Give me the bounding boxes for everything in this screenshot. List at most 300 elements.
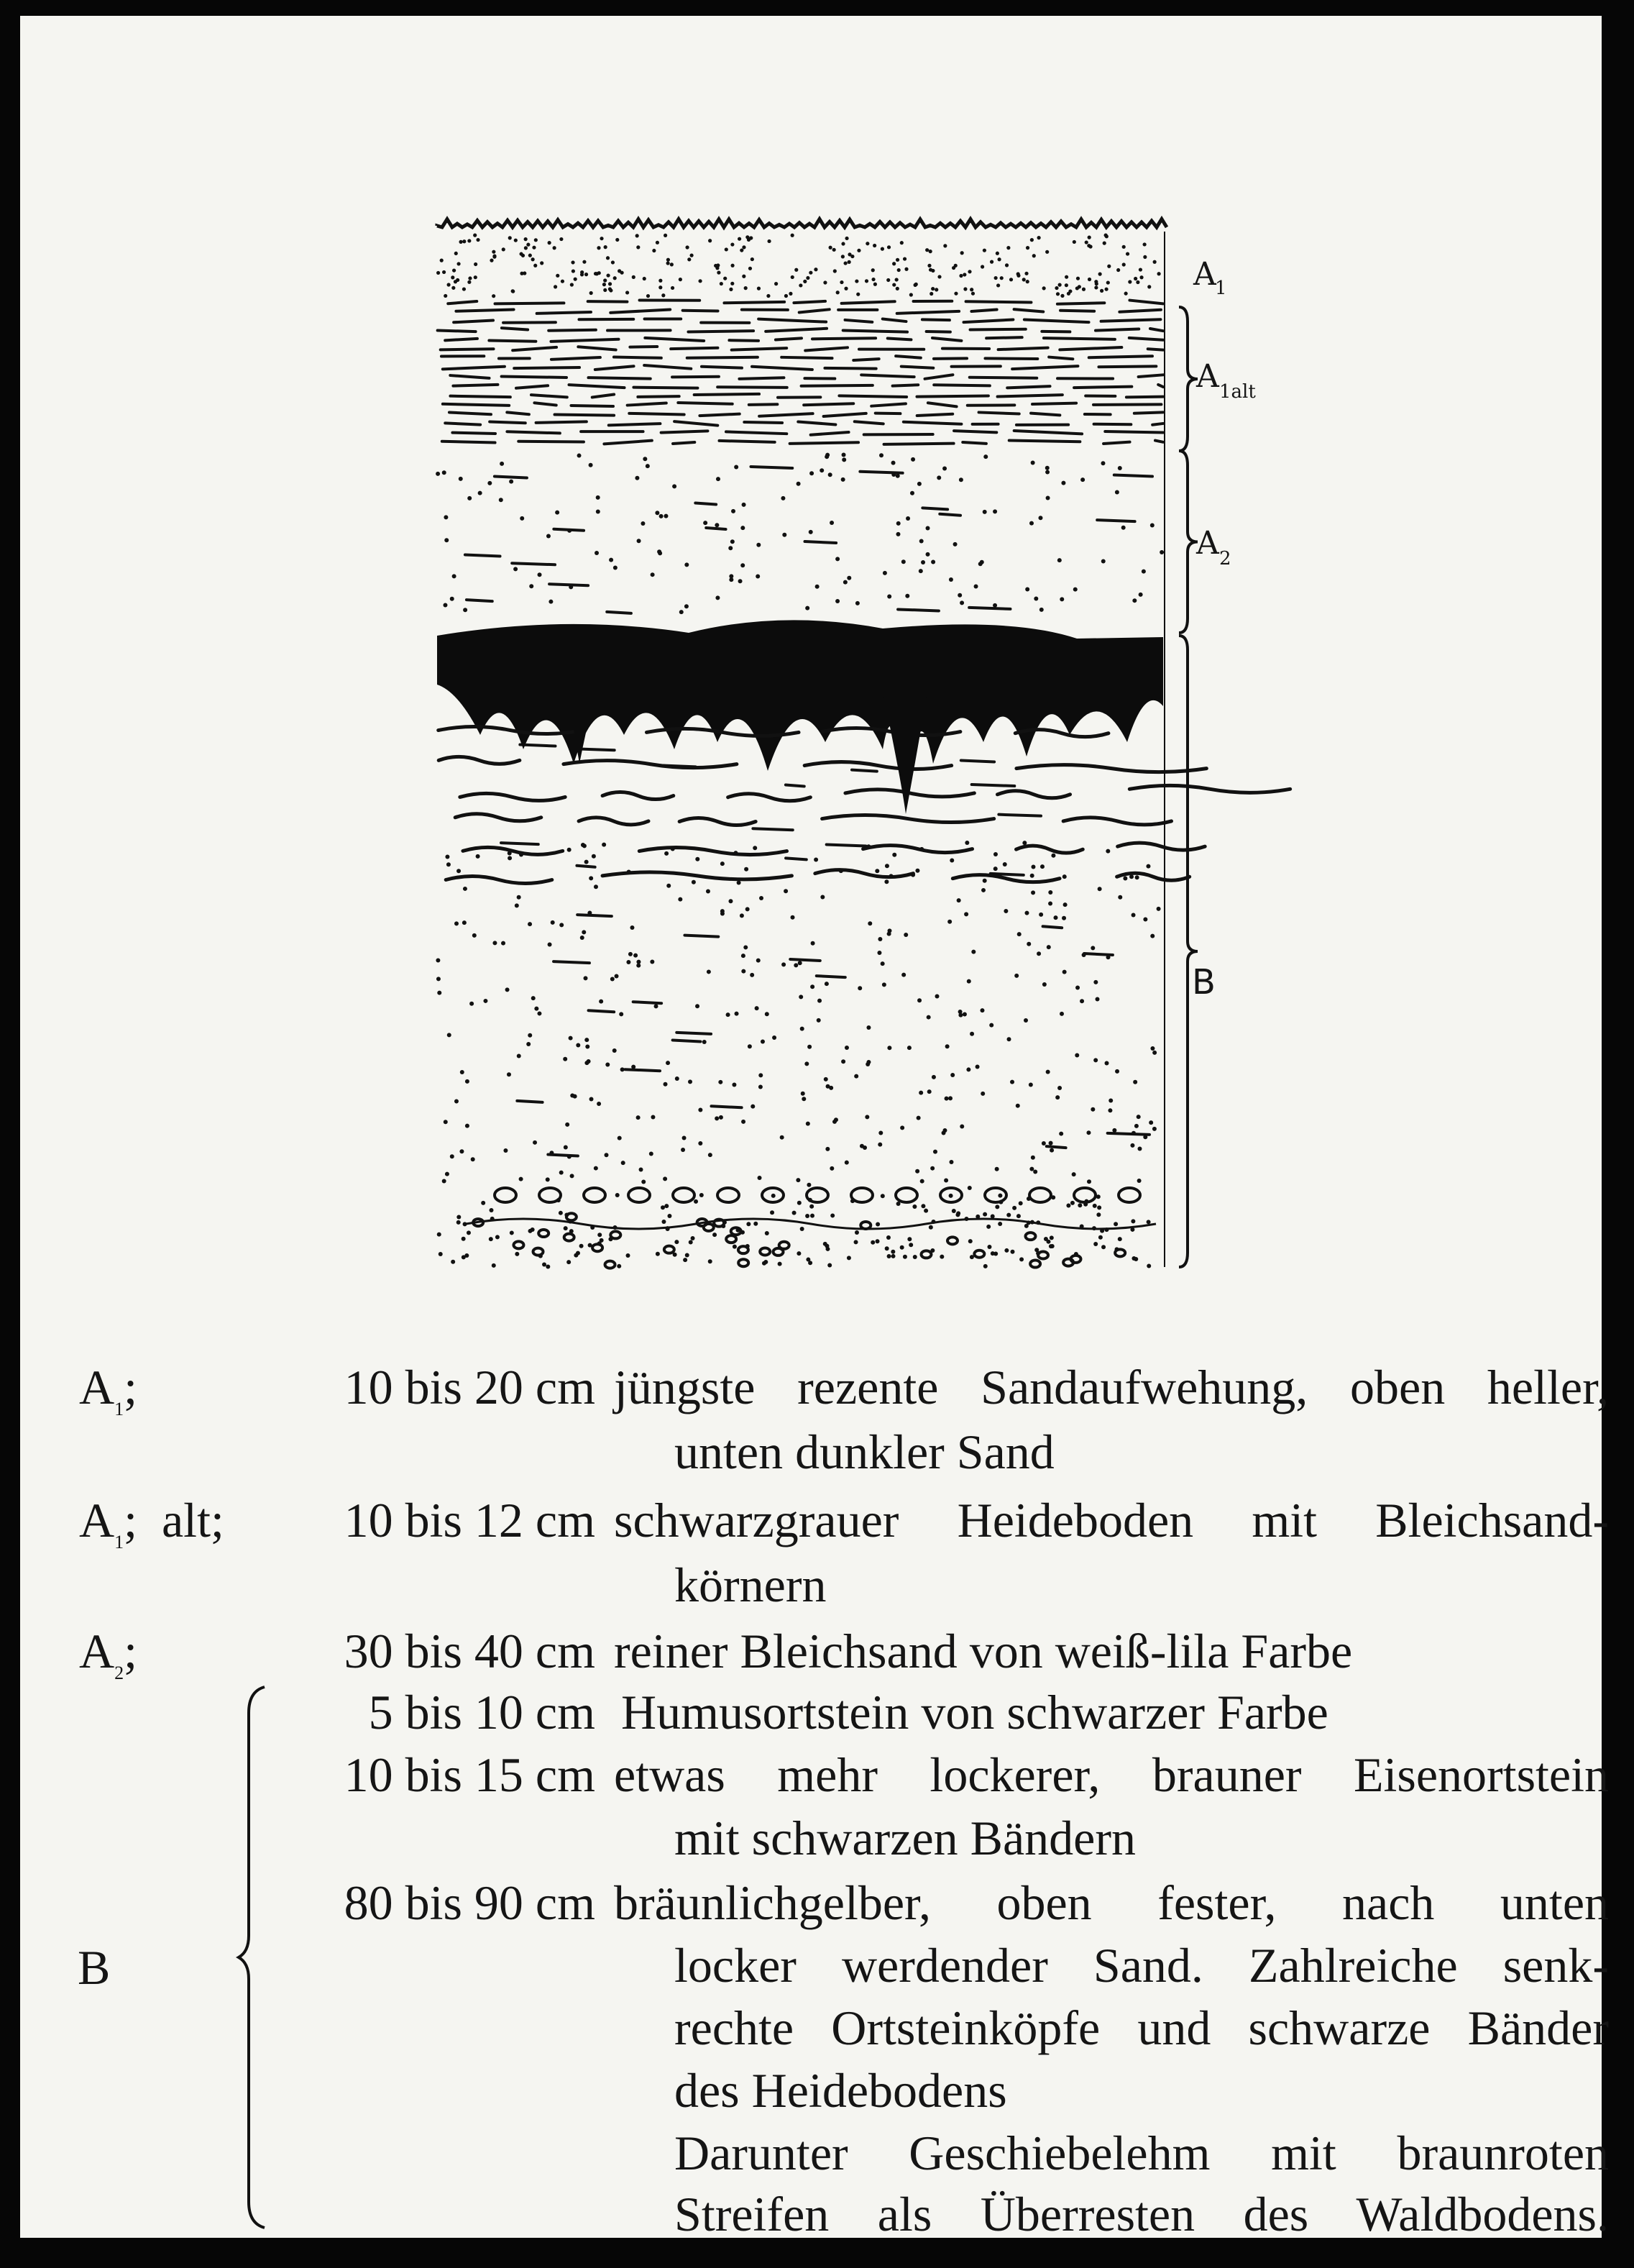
sand-dot: [841, 242, 845, 245]
sand-dot: [520, 516, 524, 521]
humus-dash: [963, 319, 1013, 322]
sand-dot: [959, 274, 963, 278]
sand-dot: [1131, 1219, 1135, 1223]
sand-dot: [896, 474, 900, 478]
sand-dot: [738, 579, 743, 583]
sand-dot: [896, 521, 901, 526]
humus-dash: [453, 385, 497, 386]
sand-dot: [1024, 1018, 1028, 1023]
sand-dot: [803, 280, 807, 283]
sand-dot: [807, 1045, 812, 1049]
sand-dot: [735, 1012, 739, 1016]
sand-dot: [467, 1230, 471, 1235]
sand-dot: [445, 1172, 449, 1176]
sand-dot: [1032, 254, 1036, 257]
sand-dot: [643, 277, 646, 280]
sand-dot: [829, 1086, 833, 1090]
pebble: [985, 1188, 1006, 1202]
sand-dot: [1130, 1143, 1134, 1148]
sand-dot: [1024, 1224, 1029, 1228]
sand-dot: [797, 1201, 802, 1205]
humus-dash: [614, 357, 661, 358]
sand-dot: [743, 945, 748, 949]
iron-band: [728, 794, 811, 801]
sand-dash: [1084, 954, 1113, 955]
sand-dot: [1014, 974, 1019, 978]
sand-dot: [555, 511, 559, 515]
sand-dot: [1004, 1248, 1009, 1253]
sand-dot: [615, 974, 619, 978]
humus-dash: [963, 442, 986, 444]
sand-dot: [954, 292, 958, 296]
sand-dot: [1136, 280, 1139, 284]
sand-dot: [646, 294, 650, 298]
humus-dash: [687, 357, 758, 358]
sand-dot: [695, 1004, 699, 1008]
sand-dot: [556, 274, 559, 278]
sand-dot: [654, 1004, 658, 1008]
humus-dash: [610, 309, 670, 312]
sand-dot: [605, 1153, 609, 1157]
sand-dot: [599, 1000, 603, 1004]
humus-dash: [516, 385, 548, 388]
sand-dot: [1093, 1242, 1098, 1246]
sand-dot: [542, 1263, 546, 1267]
humus-dash: [1060, 347, 1121, 349]
sand-dot: [1066, 1203, 1070, 1207]
sand-dot: [927, 1015, 931, 1020]
sand-dot: [879, 453, 883, 457]
sand-dot: [1132, 913, 1136, 917]
sand-dot: [1039, 913, 1043, 917]
sand-dot: [1108, 1108, 1112, 1112]
sand-dots: [436, 234, 1164, 1269]
humus-dash: [861, 375, 914, 377]
sand-dot: [609, 288, 612, 292]
sand-dot: [814, 858, 818, 862]
sand-dot: [467, 280, 471, 284]
sand-dot: [587, 1059, 591, 1064]
sand-dot: [917, 482, 922, 486]
sand-dot: [559, 1211, 563, 1215]
sand-dot: [905, 594, 909, 598]
sand-dot: [490, 259, 493, 262]
iron-band: [579, 818, 648, 825]
sand-dot: [489, 1208, 493, 1212]
sand-dot: [847, 576, 851, 580]
sand-dot: [840, 280, 843, 284]
sand-dot: [983, 454, 988, 459]
sand-dot: [915, 869, 919, 873]
sand-dot: [781, 496, 785, 500]
sand-dash: [786, 785, 804, 786]
sand-dot: [462, 1237, 466, 1241]
sand-dot: [741, 969, 745, 974]
sand-dot: [502, 247, 505, 251]
sand-dot: [440, 259, 444, 262]
sand-dot: [995, 1167, 999, 1171]
sand-dot: [492, 1263, 496, 1268]
sand-dot: [791, 275, 794, 279]
sand-dot: [904, 268, 908, 271]
sand-dot: [1072, 1172, 1076, 1176]
sand-dot: [509, 480, 513, 484]
sand-dash: [961, 760, 994, 762]
sand-dot: [456, 278, 459, 282]
sand-dot: [748, 267, 752, 270]
sand-dot: [446, 283, 450, 286]
sand-dot: [866, 1025, 871, 1030]
sand-dot: [730, 264, 734, 268]
sand-dash: [860, 472, 902, 473]
sand-dot: [1139, 275, 1143, 279]
sand-dot: [971, 292, 975, 296]
sand-dot: [606, 256, 610, 260]
iron-band: [1016, 846, 1083, 853]
sand-dot: [887, 595, 891, 599]
horizon-brace: [1179, 307, 1198, 451]
sand-dot: [585, 1045, 589, 1049]
sand-dot: [618, 1136, 622, 1140]
humus-dash: [1074, 387, 1132, 388]
sand-dot: [698, 1141, 702, 1146]
sand-dot: [651, 572, 655, 577]
humus-dash: [842, 301, 895, 303]
sand-dot: [1039, 608, 1044, 612]
pebble: [605, 1261, 615, 1268]
sand-dot: [499, 498, 503, 502]
sand-dot: [595, 551, 599, 555]
pebble: [592, 1244, 602, 1251]
sand-dot: [929, 250, 932, 253]
sand-dot: [1073, 240, 1076, 244]
sand-dot: [1029, 521, 1034, 526]
sand-dot: [1150, 934, 1155, 938]
sand-dot: [1009, 278, 1013, 281]
sand-dash: [790, 959, 820, 961]
sand-dot: [715, 523, 719, 527]
humus-dash: [732, 348, 787, 350]
humus-dash: [551, 339, 618, 342]
sand-dot: [919, 539, 924, 544]
sand-dot: [534, 238, 538, 242]
sand-dot: [561, 280, 564, 283]
humus-dash: [758, 319, 826, 322]
humus-dash: [1089, 356, 1152, 357]
sand-dot: [927, 264, 931, 268]
sand-dash: [751, 467, 792, 468]
sand-dash: [695, 503, 716, 505]
humus-dash: [845, 320, 873, 322]
sand-dot: [692, 880, 696, 884]
sand-dot: [699, 1193, 704, 1197]
sand-dot: [641, 521, 645, 526]
sand-dot: [1088, 236, 1091, 239]
sand-dash: [520, 745, 555, 746]
humus-dash: [749, 404, 778, 405]
iron-band: [639, 848, 786, 855]
sand-dot: [873, 244, 876, 247]
sand-dot: [858, 986, 862, 990]
sand-dot: [868, 921, 872, 925]
sand-dash: [676, 1033, 711, 1034]
sand-dot: [683, 1258, 687, 1262]
sand-dot: [1152, 1051, 1157, 1055]
sand-dot: [1058, 283, 1062, 287]
sand-dot: [811, 941, 815, 946]
sand-dot: [1010, 1080, 1014, 1084]
sand-dot: [734, 465, 738, 469]
sand-dot: [528, 1229, 532, 1233]
sand-dot: [756, 543, 761, 547]
sand-dot: [733, 1245, 737, 1249]
sand-dot: [658, 551, 662, 555]
sand-dot: [935, 994, 939, 999]
sand-dot: [1123, 876, 1127, 880]
iron-band: [998, 791, 1070, 798]
sand-dot: [855, 279, 858, 283]
humus-dash: [595, 366, 634, 370]
sand-dot: [876, 1222, 880, 1227]
sand-dot: [1114, 1222, 1118, 1226]
sand-dot: [661, 1220, 666, 1224]
humus-dash: [759, 413, 813, 416]
sand-dot: [876, 1239, 880, 1243]
iron-band: [460, 793, 565, 800]
sand-dot: [944, 1179, 948, 1183]
sand-dash: [554, 529, 584, 531]
sand-dot: [841, 255, 845, 258]
pebble: [1030, 1261, 1040, 1268]
sand-dot: [1121, 526, 1126, 530]
sand-dot: [564, 1145, 568, 1149]
sand-dot: [661, 1205, 665, 1210]
sand-dot: [678, 897, 682, 902]
sand-dot: [467, 239, 471, 242]
sand-dot: [655, 511, 659, 515]
sand-dot: [666, 258, 670, 262]
sand-dot: [878, 1130, 883, 1135]
humus-dash: [1093, 404, 1161, 405]
pebble: [539, 1188, 561, 1202]
sand-dot: [603, 278, 607, 282]
sand-dot: [797, 482, 801, 486]
sand-dot: [756, 574, 760, 578]
humus-dash: [694, 394, 759, 395]
humus-dash: [927, 331, 950, 332]
sand-dot: [1098, 273, 1102, 276]
sand-dot: [1059, 1132, 1063, 1136]
sand-dot: [570, 1174, 574, 1178]
sand-dot: [1019, 1257, 1024, 1261]
humus-dash: [551, 357, 600, 360]
sand-dot: [720, 911, 725, 915]
sand-dot: [674, 1240, 679, 1244]
sand-dot: [1029, 1082, 1033, 1087]
sand-dot: [454, 252, 458, 255]
iron-band: [455, 814, 541, 821]
sand-dot: [656, 1252, 660, 1256]
pebble: [628, 1188, 650, 1202]
sand-dot: [533, 1140, 537, 1145]
sand-dot: [608, 282, 612, 285]
sand-dot: [906, 516, 910, 521]
sand-dot: [1093, 980, 1098, 984]
sand-dot: [897, 268, 901, 272]
sand-dot: [611, 260, 615, 264]
sand-dash: [969, 608, 1010, 609]
sand-dot: [481, 1201, 485, 1205]
humus-dash: [1098, 366, 1156, 367]
sand-dot: [1082, 288, 1085, 291]
sand-dot: [521, 254, 525, 257]
sand-dot: [866, 1060, 871, 1064]
horizon-brace: [1179, 636, 1198, 1267]
sand-dot: [765, 1012, 769, 1016]
sand-dot: [983, 249, 986, 252]
sand-dot: [929, 1225, 933, 1230]
sand-dot: [580, 270, 584, 274]
sand-dot: [845, 237, 848, 240]
humus-dash: [448, 301, 477, 303]
sand-dot: [666, 884, 671, 888]
sand-dot: [1050, 1235, 1054, 1240]
humus-dash: [781, 357, 832, 358]
humus-dash: [1012, 366, 1078, 369]
humus-dash: [720, 441, 775, 442]
sand-dot: [1056, 292, 1060, 296]
humus-dash: [876, 413, 901, 414]
sand-dash: [1108, 1133, 1149, 1135]
sand-dot: [467, 496, 472, 500]
sand-dot: [996, 283, 1000, 287]
sand-dot: [596, 509, 600, 513]
sand-dot: [513, 567, 518, 571]
sand-dot: [959, 477, 963, 482]
sand-dot: [964, 912, 968, 916]
humus-dash: [1044, 338, 1115, 339]
sand-dot: [738, 237, 741, 241]
sand-dot: [856, 293, 860, 296]
sand-dot: [1076, 277, 1080, 280]
sand-dot: [1104, 234, 1108, 237]
sand-dot: [625, 1253, 630, 1258]
sand-dot: [1137, 1115, 1141, 1119]
iron-band: [815, 870, 914, 877]
sand-dot: [1070, 1201, 1075, 1205]
sand-dot: [983, 510, 987, 514]
sand-dot: [474, 275, 477, 279]
sand-dot: [758, 1085, 763, 1089]
sand-dot: [994, 276, 998, 280]
sand-dot: [1087, 1179, 1091, 1184]
sand-dash: [548, 1155, 578, 1156]
sand-dot: [664, 234, 667, 237]
sand-dot: [925, 248, 929, 252]
humus-dash: [853, 359, 878, 360]
legend-description: reiner Bleichsand von weiß-lila Farbe: [614, 1624, 1353, 1678]
sand-dot: [1045, 250, 1049, 254]
sand-dot: [903, 257, 906, 260]
sand-dot: [688, 1079, 692, 1084]
humus-dash: [744, 422, 782, 423]
horizon-label-a1: A 1: [1193, 256, 1227, 299]
sand-dot: [1004, 909, 1008, 913]
sand-dot: [907, 1237, 912, 1241]
sand-dot: [865, 279, 868, 283]
sand-dot: [728, 899, 733, 903]
sand-dot: [820, 895, 825, 899]
sand-dot: [483, 999, 487, 1003]
sand-dot: [848, 260, 851, 264]
sand-dot: [882, 982, 886, 987]
sand-dot: [559, 237, 563, 241]
sand-dot: [997, 257, 1001, 261]
horizon-label-a2: A 2: [1196, 525, 1231, 570]
sand-dot: [945, 1044, 950, 1048]
b-horizon-bracket: [236, 1684, 279, 2231]
humus-dash: [513, 347, 556, 350]
sand-dot: [950, 1073, 955, 1077]
humus-dash: [871, 403, 906, 406]
sand-dot: [574, 278, 577, 281]
humus-dash: [896, 356, 921, 357]
sand-dot: [1101, 461, 1105, 465]
pebble: [717, 1188, 739, 1202]
sand-dot: [732, 1082, 736, 1087]
sand-dot: [1104, 1061, 1109, 1065]
sand-dot: [1097, 1205, 1101, 1210]
sand-dot: [730, 539, 735, 544]
sand-dot: [1094, 285, 1098, 289]
sand-dot: [452, 574, 456, 578]
sand-dash: [625, 1069, 660, 1071]
sand-dot: [980, 1008, 984, 1012]
humus-dash: [843, 330, 907, 331]
sand-dot: [546, 1177, 550, 1181]
sand-dot: [900, 1245, 904, 1250]
sand-dot: [1006, 1037, 1011, 1041]
sand-dot: [847, 1256, 851, 1260]
sand-dot: [766, 294, 770, 298]
sand-dot: [1027, 942, 1031, 946]
sand-dot: [808, 1261, 812, 1265]
sand-dot: [436, 977, 441, 981]
humus-dash: [629, 413, 684, 415]
sand-dot: [919, 569, 923, 573]
sand-dot: [579, 1244, 584, 1248]
humus-dash: [1150, 329, 1163, 331]
sand-dot: [729, 288, 733, 291]
sand-dot: [885, 1246, 889, 1250]
iron-band: [1016, 765, 1206, 772]
sand-dot: [935, 288, 938, 291]
iron-band: [602, 872, 791, 879]
sand-dot: [914, 283, 917, 287]
sand-dot: [1024, 911, 1029, 915]
humus-dash: [449, 412, 491, 414]
humus-dash: [1101, 319, 1161, 321]
sand-dot: [832, 1120, 837, 1124]
sand-dot: [892, 262, 896, 265]
sand-dot: [1022, 841, 1027, 845]
sand-dot: [741, 1120, 745, 1124]
sand-dot: [597, 1102, 601, 1106]
sand-dot: [1101, 1245, 1106, 1249]
humus-dash: [609, 424, 661, 425]
sand-dot: [1006, 1213, 1011, 1217]
humus-dash: [592, 395, 614, 398]
